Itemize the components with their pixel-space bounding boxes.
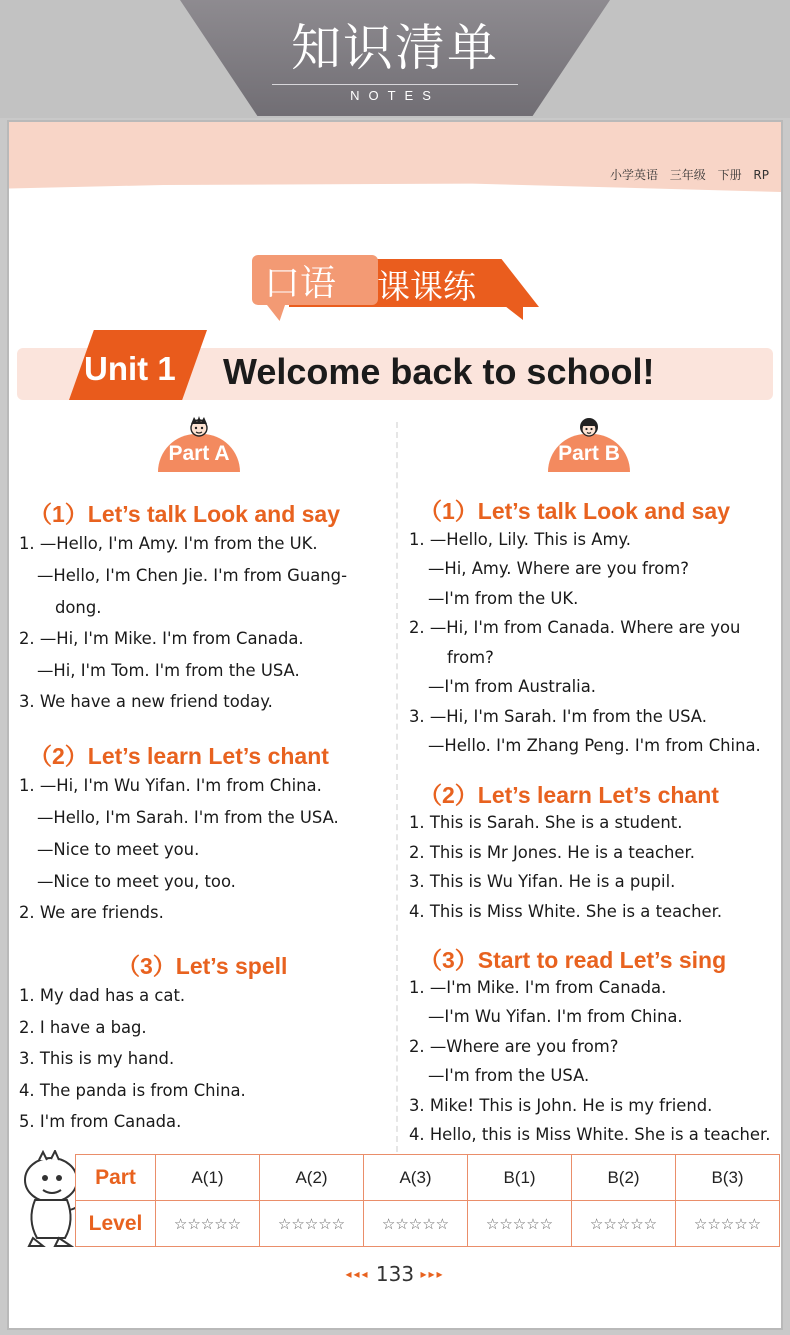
badge-left-label: 口语 <box>264 263 337 304</box>
part-a-line: 1. —Hi, I'm Wu Yifan. I'm from China. <box>19 776 322 795</box>
table-row <box>76 1155 780 1201</box>
star-rating[interactable]: ☆☆☆☆☆ <box>156 1201 260 1247</box>
part-b-line: 2. —Hi, I'm from Canada. Where are you <box>409 618 741 637</box>
part-a-line: 5. I'm from Canada. <box>19 1112 182 1131</box>
part-b-line: 1. —I'm Mike. I'm from Canada. <box>409 978 667 997</box>
part-a-line: dong. <box>55 598 102 617</box>
table-col-header: A(2) <box>260 1155 364 1201</box>
part-b-line: —I'm from Australia. <box>428 677 596 696</box>
part-b-badge <box>548 420 630 472</box>
part-a-line: —Hi, I'm Tom. I'm from the USA. <box>37 661 300 680</box>
part-b-section-title: （1）Let’s talk Look and say <box>419 498 731 524</box>
page <box>7 120 783 1330</box>
part-a-section-title: （1）Let’s talk Look and say <box>29 501 341 527</box>
star-rating[interactable]: ☆☆☆☆☆ <box>676 1201 780 1247</box>
part-a-line: 2. I have a bag. <box>19 1018 147 1037</box>
part-b-line: 4. This is Miss White. She is a teacher. <box>409 902 723 921</box>
part-b-line: 2. This is Mr Jones. He is a teacher. <box>409 843 695 862</box>
part-a-line: 1. My dad has a cat. <box>19 986 186 1005</box>
badge-tail-right <box>505 306 523 320</box>
part-b-label: Part B <box>558 442 620 465</box>
part-b-line: —I'm Wu Yifan. I'm from China. <box>428 1007 683 1026</box>
part-a-line: 2. —Hi, I'm Mike. I'm from Canada. <box>19 629 304 648</box>
part-a-line: —Nice to meet you. <box>37 840 200 859</box>
next-page-arrows-icon[interactable]: ▸▸▸ <box>420 1267 445 1281</box>
part-a-line: 1. —Hello, I'm Amy. I'm from the UK. <box>19 534 318 553</box>
star-rating[interactable]: ☆☆☆☆☆ <box>364 1201 468 1247</box>
header-subtitle: NOTES <box>350 88 440 103</box>
part-a-section-title: （2）Let’s learn Let’s chant <box>29 743 329 769</box>
part-b-line: 1. —Hello, Lily. This is Amy. <box>409 530 631 549</box>
table-col-header: B(1) <box>468 1155 572 1201</box>
girl-icon <box>577 414 601 438</box>
badge-tail-left <box>267 305 285 321</box>
table-col-header: B(2) <box>572 1155 676 1201</box>
part-a-line: 3. We have a new friend today. <box>19 692 273 711</box>
part-b-line: from? <box>447 648 494 667</box>
part-b-line: 4. Hello, this is Miss White. She is a teacher. <box>409 1125 771 1144</box>
part-b-section-title: （2）Let’s learn Let’s chant <box>419 782 719 808</box>
unit-tag-label: Unit 1 <box>84 350 176 387</box>
table-row-label: Level <box>76 1201 156 1247</box>
part-a-line: 4. The panda is from China. <box>19 1081 246 1100</box>
level-table <box>75 1154 780 1247</box>
part-b-line: —Hello. I'm Zhang Peng. I'm from China. <box>428 736 761 755</box>
part-b-line: 3. —Hi, I'm Sarah. I'm from the USA. <box>409 707 707 726</box>
part-a-line: 2. We are friends. <box>19 903 164 922</box>
header-divider <box>272 84 518 85</box>
part-a-badge <box>158 420 240 472</box>
part-b-line: —Hi, Amy. Where are you from? <box>428 559 689 578</box>
part-b-line: 3. Mike! This is John. He is my friend. <box>409 1096 713 1115</box>
boy-icon <box>187 414 211 438</box>
part-a-line: —Hello, I'm Chen Jie. I'm from Guang- <box>37 566 347 585</box>
table-col-header: A(1) <box>156 1155 260 1201</box>
part-a-line: —Hello, I'm Sarah. I'm from the USA. <box>37 808 339 827</box>
part-a-line: 3. This is my hand. <box>19 1049 175 1068</box>
part-a-line: —Nice to meet you, too. <box>37 872 236 891</box>
part-b-line: —I'm from the USA. <box>428 1066 590 1085</box>
page-number: 133 <box>375 1262 415 1286</box>
table-col-header: A(3) <box>364 1155 468 1201</box>
column-divider <box>396 422 398 1152</box>
header-title: 知识清单 <box>291 19 499 77</box>
part-b-line: 3. This is Wu Yifan. He is a pupil. <box>409 872 676 891</box>
badge-right-label: 课课练 <box>377 267 476 306</box>
part-b-line: —I'm from the UK. <box>428 589 579 608</box>
star-rating[interactable]: ☆☆☆☆☆ <box>468 1201 572 1247</box>
part-b-line: 1. This is Sarah. She is a student. <box>409 813 683 832</box>
table-row <box>76 1201 780 1247</box>
part-b-line: 2. —Where are you from? <box>409 1037 619 1056</box>
star-rating[interactable]: ☆☆☆☆☆ <box>572 1201 676 1247</box>
table-row-label: Part <box>76 1155 156 1201</box>
prev-page-arrows-icon[interactable]: ◂◂◂ <box>345 1267 370 1281</box>
pager <box>9 1262 781 1286</box>
part-a-section-title: （3）Let’s spell <box>117 953 288 979</box>
part-b-section-title: （3）Start to read Let’s sing <box>419 947 727 973</box>
book-info: 小学英语 三年级 下册 RP <box>609 168 769 182</box>
star-rating[interactable]: ☆☆☆☆☆ <box>260 1201 364 1247</box>
table-col-header: B(3) <box>676 1155 780 1201</box>
unit-title: Welcome back to school! <box>223 351 655 392</box>
part-a-label: Part A <box>168 442 230 465</box>
